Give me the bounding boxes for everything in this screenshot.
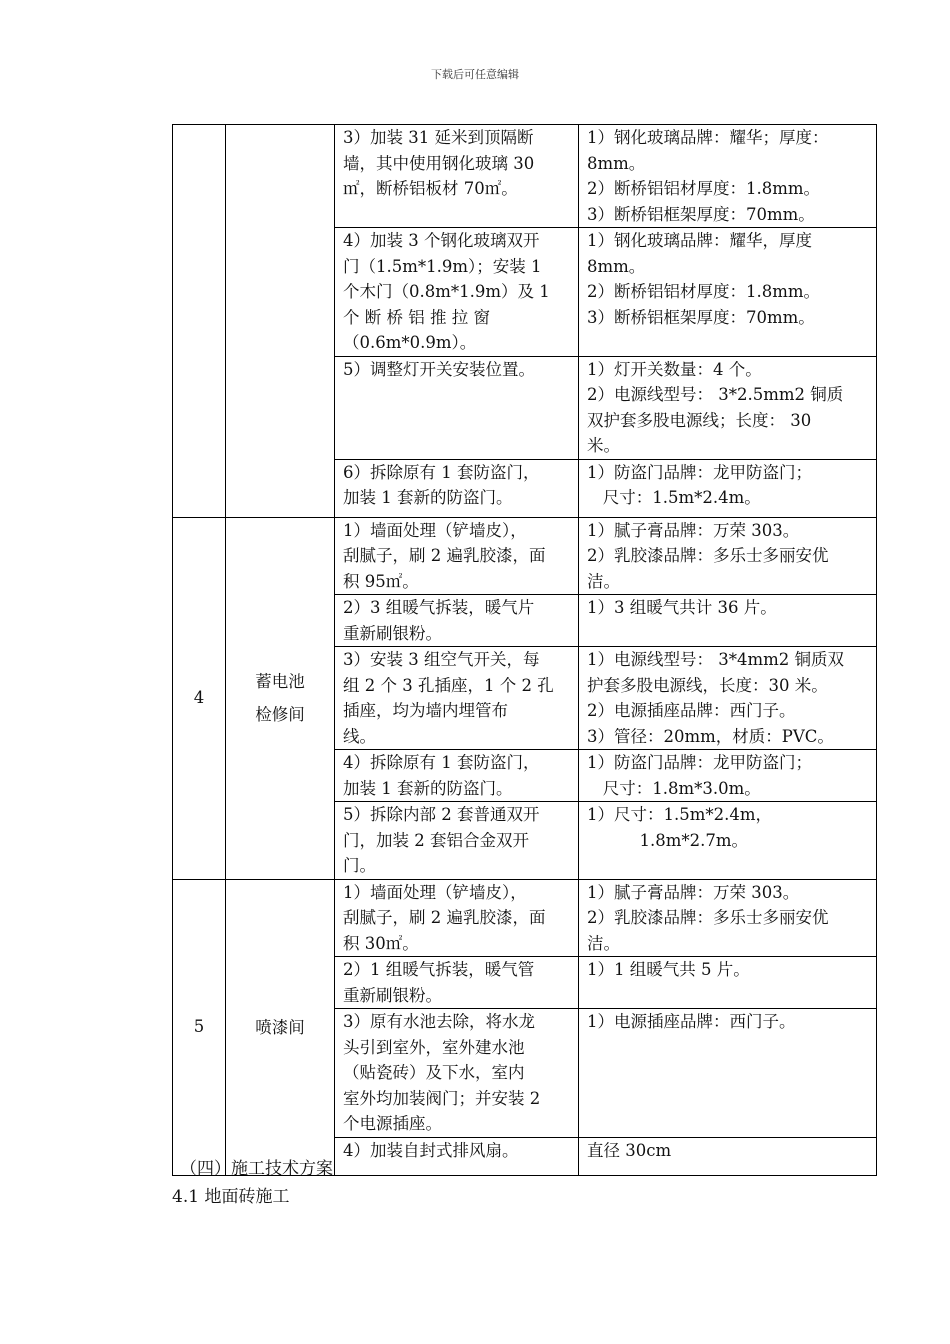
spec-line: 8mm。 xyxy=(587,153,646,173)
spec-line: 1）防盗门品牌：龙甲防盗门； xyxy=(587,753,812,772)
description-line: 室外均加装阀门；并安装 2 xyxy=(343,1088,541,1108)
work-description xyxy=(335,1009,579,1138)
spec-line: 8mm。 xyxy=(587,256,646,276)
work-description xyxy=(335,879,579,957)
work-description xyxy=(335,802,579,880)
work-description xyxy=(335,750,579,802)
description-line: 门。 xyxy=(343,856,376,875)
description-line: （0.6m*0.9m）。 xyxy=(343,333,477,352)
work-description xyxy=(335,957,579,1009)
room-name-line: 检修间 xyxy=(255,705,305,724)
spec-line: 3）管径：20mm，材质：PVC。 xyxy=(587,726,834,746)
material-spec xyxy=(579,595,877,647)
material-spec xyxy=(579,517,877,595)
spec-line: 1）钢化玻璃品牌：耀华；厚度： xyxy=(587,128,829,147)
row-number xyxy=(173,125,226,518)
spec-line: 护套多股电源线，长度：30 米。 xyxy=(587,675,828,695)
spec-line: 1）尺寸：1.5m*2.4m， xyxy=(587,805,773,824)
spec-line: 1）1 组暖气共 5 片。 xyxy=(587,960,750,979)
spec-line: 1）电源插座品牌：西门子。 xyxy=(587,1012,796,1031)
spec-line: 3）断桥铝框架厚度：70mm。 xyxy=(587,204,815,224)
subsection-heading: 4.1 地面砖施工 xyxy=(172,1187,290,1207)
material-spec xyxy=(579,459,877,517)
description-line: 6）拆除原有 1 套防盗门， xyxy=(343,462,540,482)
spec-line: 洁。 xyxy=(587,933,620,953)
spec-line: 1）电源线型号： 3*4mm2 铜质双 xyxy=(587,650,845,669)
material-spec xyxy=(579,750,877,802)
description-line: 刮腻子，刷 2 遍乳胶漆，面 xyxy=(343,546,546,565)
spec-line: 2）电源线型号： 3*2.5mm2 铜质 xyxy=(587,385,844,404)
description-line: 积 95㎡。 xyxy=(343,571,419,591)
work-description xyxy=(335,125,579,228)
work-description xyxy=(335,517,579,595)
description-line: 刮腻子，刷 2 遍乳胶漆，面 xyxy=(343,908,546,927)
spec-line: 尺寸：1.5m*2.4m。 xyxy=(587,488,761,507)
spec-line: 1.8m*2.7m。 xyxy=(587,830,748,850)
spec-line: 1）3 组暖气共计 36 片。 xyxy=(587,598,777,617)
spec-line: 2）乳胶漆品牌：多乐士多丽安优 xyxy=(587,546,829,565)
renovation-table xyxy=(172,124,877,1176)
material-spec xyxy=(579,1009,877,1138)
description-line: 个 断 桥 铝 推 拉 窗 xyxy=(343,307,490,327)
description-line: 积 30㎡。 xyxy=(343,933,419,953)
spec-line: 1）钢化玻璃品牌：耀华，厚度 xyxy=(587,231,812,250)
description-line: 4）加装 3 个钢化玻璃双开 xyxy=(343,231,540,250)
room-name xyxy=(226,517,335,879)
spec-line: 尺寸：1.8m*3.0m。 xyxy=(587,778,761,798)
spec-line: 2）乳胶漆品牌：多乐士多丽安优 xyxy=(587,908,829,927)
spec-line: 双护套多股电源线；长度： 30 xyxy=(587,410,812,430)
spec-line: 1）灯开关数量：4 个。 xyxy=(587,359,762,379)
spec-line: 2）电源插座品牌：西门子。 xyxy=(587,701,796,720)
spec-line: 米。 xyxy=(587,436,620,455)
description-line: 4）拆除原有 1 套防盗门， xyxy=(343,753,540,772)
description-line: 4）加装自封式排风扇。 xyxy=(343,1140,519,1160)
description-line: 重新刷银粉。 xyxy=(343,985,442,1005)
description-line: 5）调整灯开关安装位置。 xyxy=(343,359,535,379)
spec-line: 洁。 xyxy=(587,571,620,591)
material-spec xyxy=(579,879,877,957)
spec-line: 3）断桥铝框架厚度：70mm。 xyxy=(587,307,815,327)
description-line: 3）加装 31 延米到顶隔断 xyxy=(343,128,534,147)
room-name-line: 蓄电池 xyxy=(255,672,305,691)
description-line: 头引到室外，室外建水池 xyxy=(343,1037,525,1057)
description-line: 3）安装 3 组空气开关，每 xyxy=(343,650,540,669)
table-row xyxy=(173,125,877,228)
spec-line: 1）腻子膏品牌：万荣 303。 xyxy=(587,882,800,902)
description-line: ㎡，断桥铝板材 70㎡。 xyxy=(343,179,518,198)
work-description xyxy=(335,228,579,357)
description-line: 1）墙面处理（铲墙皮）， xyxy=(343,520,527,540)
row-number: 5 xyxy=(173,879,226,1175)
description-line: 组 2 个 3 孔插座，1 个 2 孔 xyxy=(343,675,554,695)
spec-line: 1）防盗门品牌：龙甲防盗门； xyxy=(587,462,812,482)
room-name-line: 喷漆间 xyxy=(255,1017,305,1037)
work-description xyxy=(335,595,579,647)
spec-line: 1）腻子膏品牌：万荣 303。 xyxy=(587,520,800,540)
description-line: 线。 xyxy=(343,726,376,746)
room-name xyxy=(226,879,335,1175)
material-spec xyxy=(579,228,877,357)
spec-line: 2）断桥铝铝材厚度：1.8mm。 xyxy=(587,179,821,198)
description-line: 墙，其中使用钢化玻璃 30 xyxy=(343,153,535,173)
material-spec xyxy=(579,125,877,228)
spec-line: 2）断桥铝铝材厚度：1.8mm。 xyxy=(587,282,821,301)
work-description xyxy=(335,1137,579,1175)
spec-line: 直径 30cm xyxy=(587,1140,672,1160)
material-spec xyxy=(579,802,877,880)
description-line: 个电源插座。 xyxy=(343,1114,442,1133)
description-line: 门，加装 2 套铝合金双开 xyxy=(343,830,529,850)
table-row xyxy=(173,517,877,595)
row-number: 4 xyxy=(173,517,226,879)
description-line: 1）墙面处理（铲墙皮）， xyxy=(343,882,527,902)
material-spec xyxy=(579,356,877,459)
description-line: 插座，均为墙内埋管布 xyxy=(343,701,508,720)
section-heading: （四）施工技术方案 xyxy=(180,1159,333,1179)
material-spec xyxy=(579,1137,877,1175)
description-line: （贴瓷砖）及下水，室内 xyxy=(343,1063,525,1082)
material-spec xyxy=(579,647,877,750)
description-line: 加装 1 套新的防盗门。 xyxy=(343,488,513,507)
description-line: 2）1 组暖气拆装，暖气管 xyxy=(343,960,535,979)
work-description xyxy=(335,356,579,459)
page-header: 下载后可任意编辑 xyxy=(431,68,519,81)
table-row xyxy=(173,879,877,957)
description-line: 门（1.5m*1.9m）；安装 1 xyxy=(343,256,542,276)
description-line: 加装 1 套新的防盗门。 xyxy=(343,778,513,798)
description-line: 重新刷银粉。 xyxy=(343,623,442,643)
work-description xyxy=(335,459,579,517)
description-line: 5）拆除内部 2 套普通双开 xyxy=(343,805,540,824)
description-line: 2）3 组暖气拆装，暖气片 xyxy=(343,598,535,617)
description-line: 个木门（0.8m*1.9m）及 1 xyxy=(343,282,550,301)
material-spec xyxy=(579,957,877,1009)
room-name xyxy=(226,125,335,518)
work-description xyxy=(335,647,579,750)
description-line: 3）原有水池去除，将水龙 xyxy=(343,1012,535,1031)
